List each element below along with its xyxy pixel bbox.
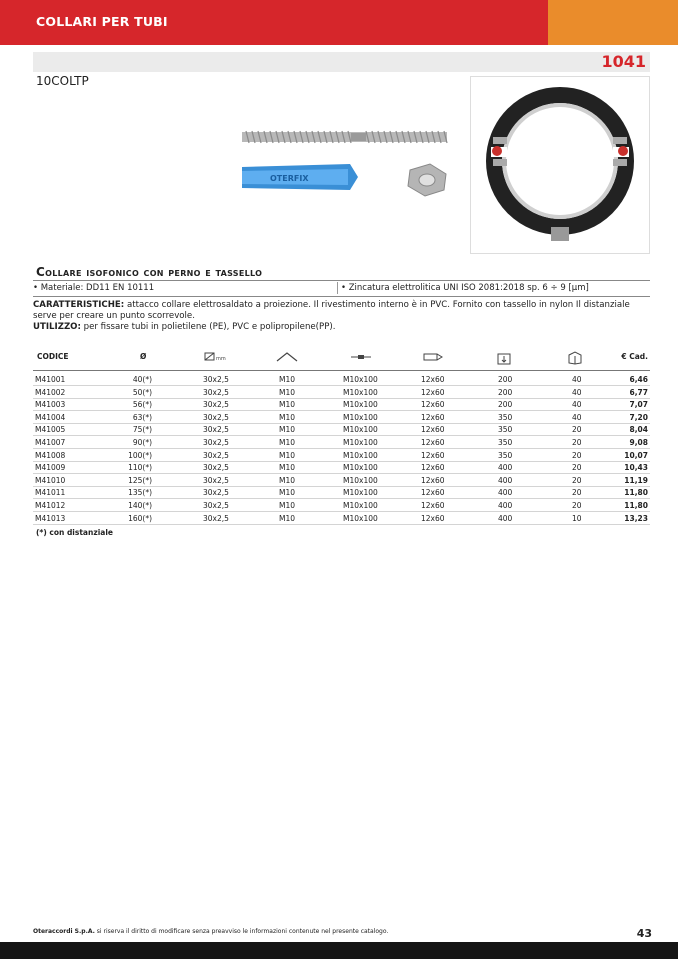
row-thread: M10 xyxy=(279,501,296,510)
footer-company: Oteraccordi S.p.A. xyxy=(33,928,95,935)
table-row xyxy=(33,373,650,386)
row-thread: M10 xyxy=(279,513,296,523)
header-codice: CODICE xyxy=(37,352,69,361)
row-price: 10,43 xyxy=(624,463,648,473)
row-diameter: 90(*) xyxy=(132,438,152,447)
product-description xyxy=(33,300,655,333)
table-row xyxy=(33,423,650,436)
row-screw: M10x100 xyxy=(343,387,378,397)
header-diameter: Ø xyxy=(140,352,147,361)
row-box-qty: 350 xyxy=(498,425,513,435)
row-code: M41004 xyxy=(35,412,66,422)
section-title: COLLARI PER TUBI xyxy=(36,14,168,29)
row-pack-qty: 40 xyxy=(572,375,582,384)
row-screw: M10x100 xyxy=(343,375,378,384)
row-screw: M10x100 xyxy=(343,425,378,435)
caratteristiche-label: CARATTERISTICHE: xyxy=(33,300,125,310)
table-note: (*) con distanziale xyxy=(36,528,113,537)
utilizzo-text: per fissare tubi in polietilene (PE), PVC e polipropilene(PP). xyxy=(80,322,336,332)
row-plug: 12x60 xyxy=(421,513,445,523)
row-code: M41001 xyxy=(35,375,66,384)
zinc-spec: • Zincatura elettrolitica UNI ISO 2081:2018 sp. 6 ÷ 9 [µm] xyxy=(341,283,589,293)
footer-disclaimer xyxy=(33,928,388,935)
row-price: 11,80 xyxy=(624,488,648,498)
row-box-qty: 200 xyxy=(498,387,513,397)
row-price: 6,46 xyxy=(629,375,648,384)
row-diameter: 50(*) xyxy=(132,387,152,397)
band-size-icon xyxy=(204,351,226,363)
row-diameter: 135(*) xyxy=(128,488,152,498)
thread-icon xyxy=(276,351,298,363)
row-box-qty: 350 xyxy=(498,438,513,447)
row-thread: M10 xyxy=(279,375,296,384)
row-pack-qty: 10 xyxy=(572,513,582,523)
row-plug: 12x60 xyxy=(421,400,445,410)
row-pack-qty: 40 xyxy=(572,412,582,422)
row-diameter: 75(*) xyxy=(132,425,152,435)
bottom-bar xyxy=(0,942,678,959)
row-band: 30x2,5 xyxy=(203,488,229,498)
row-screw: M10x100 xyxy=(343,513,378,523)
banner-orange xyxy=(548,0,678,45)
row-pack-qty: 20 xyxy=(572,501,582,510)
row-band: 30x2,5 xyxy=(203,463,229,473)
threaded-stud-icon xyxy=(242,131,447,143)
row-plug: 12x60 xyxy=(421,450,445,460)
row-band: 30x2,5 xyxy=(203,438,229,447)
row-screw: M10x100 xyxy=(343,438,378,447)
table-row xyxy=(33,449,650,462)
row-band: 30x2,5 xyxy=(203,475,229,485)
material-spec: • Materiale: DD11 EN 10111 xyxy=(33,283,155,293)
row-box-qty: 350 xyxy=(498,450,513,460)
row-plug: 12x60 xyxy=(421,387,445,397)
row-screw: M10x100 xyxy=(343,488,378,498)
row-plug: 12x60 xyxy=(421,488,445,498)
row-code: M41013 xyxy=(35,513,66,523)
row-price: 13,23 xyxy=(624,513,648,523)
row-price: 10,07 xyxy=(624,450,648,460)
row-box-qty: 400 xyxy=(498,488,513,498)
row-box-qty: 350 xyxy=(498,412,513,422)
row-code: M41008 xyxy=(35,450,66,460)
row-box-qty: 200 xyxy=(498,375,513,384)
hex-nut-icon xyxy=(408,164,446,196)
product-components-image xyxy=(230,122,460,212)
row-diameter: 100(*) xyxy=(128,450,152,460)
table-row xyxy=(33,398,650,411)
utilizzo-label: UTILIZZO: xyxy=(33,322,81,332)
divider xyxy=(33,296,650,297)
row-code: M41011 xyxy=(35,488,66,498)
row-code: M41012 xyxy=(35,501,66,510)
row-thread: M10 xyxy=(279,412,296,422)
row-code: M41005 xyxy=(35,425,66,435)
row-thread: M10 xyxy=(279,463,296,473)
row-diameter: 125(*) xyxy=(128,475,152,485)
row-screw: M10x100 xyxy=(343,475,378,485)
row-thread: M10 xyxy=(279,425,296,435)
row-box-qty: 400 xyxy=(498,463,513,473)
row-pack-qty: 20 xyxy=(572,475,582,485)
table-row xyxy=(33,499,650,512)
row-thread: M10 xyxy=(279,488,296,498)
row-thread: M10 xyxy=(279,450,296,460)
row-code: M41010 xyxy=(35,475,66,485)
row-screw: M10x100 xyxy=(343,463,378,473)
row-pack-qty: 20 xyxy=(572,488,582,498)
row-pack-qty: 40 xyxy=(572,387,582,397)
divider xyxy=(33,280,650,281)
row-box-qty: 400 xyxy=(498,513,513,523)
table-row xyxy=(33,512,650,525)
row-pack-qty: 20 xyxy=(572,450,582,460)
row-band: 30x2,5 xyxy=(203,425,229,435)
table-row xyxy=(33,411,650,424)
row-box-qty: 200 xyxy=(498,400,513,410)
row-thread: M10 xyxy=(279,400,296,410)
svg-text:mm: mm xyxy=(216,356,226,362)
divider xyxy=(337,282,338,294)
row-pack-qty: 40 xyxy=(572,400,582,410)
svg-text:OTERFIX: OTERFIX xyxy=(270,174,309,183)
footer-text: si riserva il diritto di modificare senza preavviso le informazioni contenute nel presente catalogo. xyxy=(94,928,389,935)
row-screw: M10x100 xyxy=(343,450,378,460)
table-header xyxy=(33,348,650,370)
pipe-clamp-photo xyxy=(470,76,650,254)
row-plug: 12x60 xyxy=(421,438,445,447)
row-pack-qty: 20 xyxy=(572,425,582,435)
row-code: M41002 xyxy=(35,387,66,397)
product-number-bar xyxy=(33,52,650,72)
row-screw: M10x100 xyxy=(343,412,378,422)
box-quantity-icon xyxy=(497,351,511,365)
row-band: 30x2,5 xyxy=(203,412,229,422)
top-banner xyxy=(0,0,678,45)
row-thread: M10 xyxy=(279,387,296,397)
row-price: 9,08 xyxy=(629,438,648,447)
row-diameter: 110(*) xyxy=(128,463,152,473)
row-band: 30x2,5 xyxy=(203,400,229,410)
row-diameter: 56(*) xyxy=(132,400,152,410)
row-thread: M10 xyxy=(279,475,296,485)
row-band: 30x2,5 xyxy=(203,501,229,510)
row-band: 30x2,5 xyxy=(203,513,229,523)
row-price: 7,20 xyxy=(629,412,648,422)
row-plug: 12x60 xyxy=(421,425,445,435)
table-row xyxy=(33,474,650,487)
row-price: 7,07 xyxy=(629,400,648,410)
product-title: Collare isofonico con perno e tassello xyxy=(36,265,263,279)
row-price: 8,04 xyxy=(629,425,648,435)
row-plug: 12x60 xyxy=(421,375,445,384)
row-code: M41007 xyxy=(35,438,66,447)
table-row xyxy=(33,386,650,399)
row-diameter: 40(*) xyxy=(132,375,152,384)
row-band: 30x2,5 xyxy=(203,450,229,460)
table-row xyxy=(33,461,650,474)
row-pack-qty: 20 xyxy=(572,463,582,473)
row-diameter: 63(*) xyxy=(132,412,152,422)
page-number: 43 xyxy=(636,927,652,940)
row-screw: M10x100 xyxy=(343,501,378,510)
row-diameter: 160(*) xyxy=(128,513,152,523)
pipe-clamp-icon xyxy=(471,77,649,253)
row-thread: M10 xyxy=(279,438,296,447)
table-header-divider xyxy=(33,370,650,371)
row-price: 11,80 xyxy=(624,501,648,510)
screw-icon xyxy=(350,351,372,363)
table-row xyxy=(33,486,650,499)
row-band: 30x2,5 xyxy=(203,387,229,397)
row-pack-qty: 20 xyxy=(572,438,582,447)
row-plug: 12x60 xyxy=(421,463,445,473)
table-row xyxy=(33,436,650,449)
caratteristiche-text: attacco collare elettrosaldato a proiezione. Il rivestimento interno è in PVC. Fornito con tassello in nylon Il distanziale serve per creare un punto scorrevole. xyxy=(33,300,630,321)
row-plug: 12x60 xyxy=(421,412,445,422)
row-box-qty: 400 xyxy=(498,501,513,510)
plug-icon xyxy=(422,351,444,363)
row-price: 6,77 xyxy=(629,387,648,397)
row-price: 11,19 xyxy=(624,475,648,485)
row-diameter: 140(*) xyxy=(128,501,152,510)
row-code: M41009 xyxy=(35,463,66,473)
row-plug: 12x60 xyxy=(421,501,445,510)
row-screw: M10x100 xyxy=(343,400,378,410)
nylon-plug-icon xyxy=(242,164,358,190)
row-code: M41003 xyxy=(35,400,66,410)
row-plug: 12x60 xyxy=(421,475,445,485)
product-number: 1041 xyxy=(601,52,646,71)
row-band: 30x2,5 xyxy=(203,375,229,384)
row-box-qty: 400 xyxy=(498,475,513,485)
package-icon xyxy=(567,351,583,365)
product-code: 10COLTP xyxy=(36,74,89,88)
header-price: € Cad. xyxy=(621,352,648,361)
